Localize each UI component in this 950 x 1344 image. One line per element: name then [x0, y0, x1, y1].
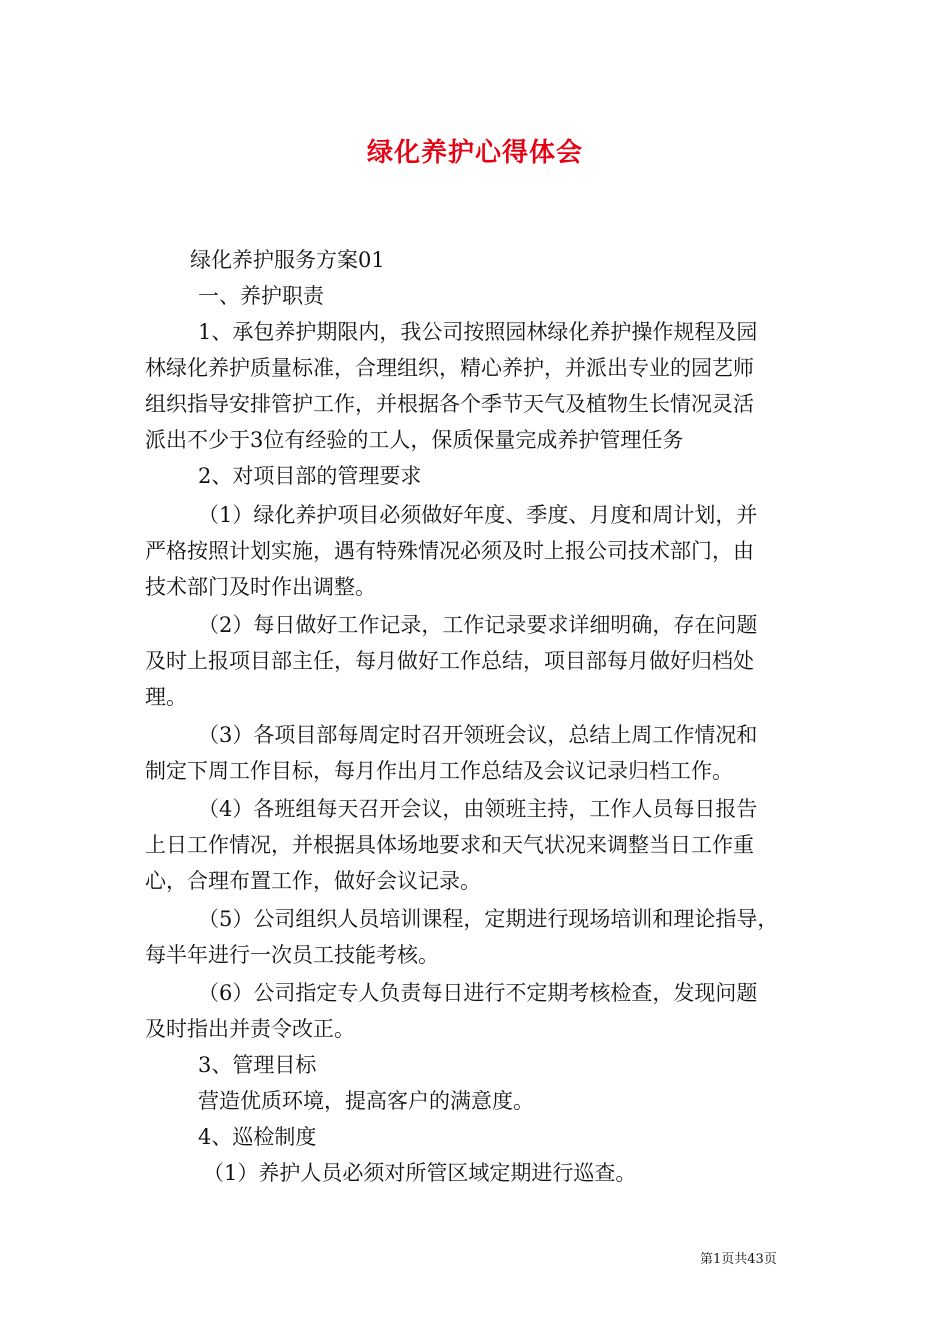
page-number: 第1页共43页	[700, 1252, 777, 1267]
text-line: 技术部门及时作出调整。	[145, 575, 376, 599]
text-line: 心，合理布置工作，做好会议记录。	[145, 869, 481, 893]
text-line: （1）养护人员必须对所管区域定期进行巡查。	[203, 1161, 637, 1185]
text-line: 营造优质环境，提高客户的满意度。	[198, 1089, 534, 1113]
text-line: 2、对项目部的管理要求	[198, 464, 422, 488]
text-line: （4）各班组每天召开会议，由领班主持，工作人员每日报告	[198, 797, 758, 821]
text-line: 制定下周工作目标，每月作出月工作总结及会议记录归档工作。	[145, 759, 733, 783]
text-line: 每半年进行一次员工技能考核。	[145, 943, 439, 967]
text-line: （2）每日做好工作记录，工作记录要求详细明确，存在问题	[198, 613, 758, 637]
text-line: 上日工作情况，并根据具体场地要求和天气状况来调整当日工作重	[145, 833, 754, 857]
text-line: 绿化养护服务方案01	[190, 248, 385, 272]
text-line: 3、管理目标	[198, 1053, 317, 1077]
text-line: 严格按照计划实施，遇有特殊情况必须及时上报公司技术部门，由	[145, 539, 754, 563]
text-line: 及时指出并责令改正。	[145, 1017, 355, 1041]
text-line: （1）绿化养护项目必须做好年度、季度、月度和周计划，并	[198, 503, 758, 527]
text-line: 理。	[145, 685, 187, 709]
text-line: （3）各项目部每周定时召开领班会议，总结上周工作情况和	[198, 723, 758, 747]
text-line: 组织指导安排管护工作，并根据各个季节天气及植物生长情况灵活	[145, 392, 754, 416]
text-line: 派出不少于3位有经验的工人，保质保量完成养护管理任务	[145, 428, 684, 452]
text-line: 1、承包养护期限内，我公司按照园林绿化养护操作规程及园	[198, 320, 758, 344]
text-line: 林绿化养护质量标准，合理组织，精心养护，并派出专业的园艺师	[145, 356, 754, 380]
text-line: 4、巡检制度	[198, 1125, 317, 1149]
text-line: 及时上报项目部主任，每月做好工作总结，项目部每月做好归档处	[145, 649, 754, 673]
text-line: 一、养护职责	[198, 284, 324, 308]
text-line: （6）公司指定专人负责每日进行不定期考核检查，发现问题	[198, 981, 758, 1005]
text-line: （5）公司组织人员培训课程，定期进行现场培训和理论指导，	[198, 907, 779, 931]
document-title: 绿化养护心得体会	[366, 138, 583, 168]
